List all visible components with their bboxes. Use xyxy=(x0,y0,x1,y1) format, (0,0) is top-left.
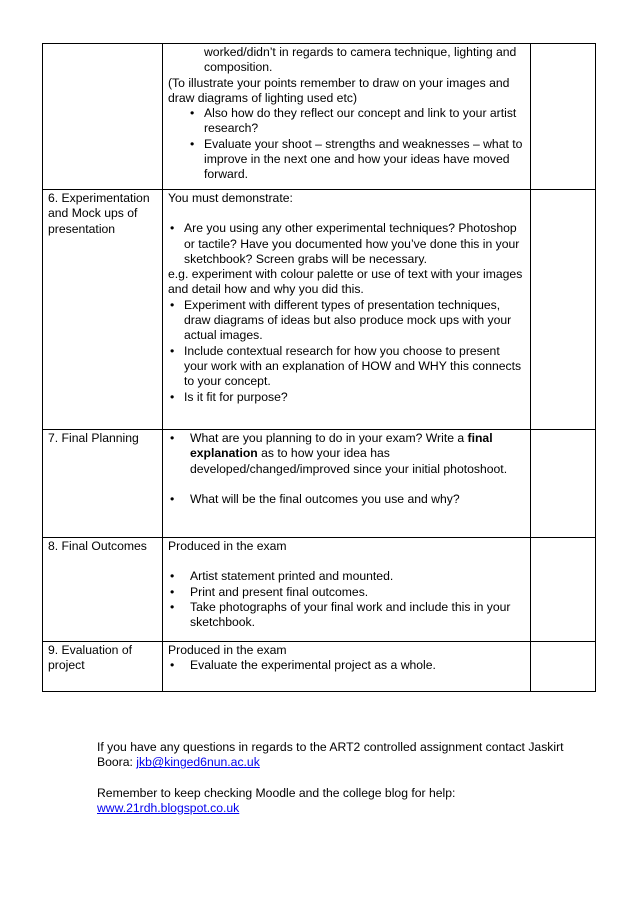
table-row xyxy=(43,430,596,538)
bullet-icon: • xyxy=(170,658,175,673)
bullet-icon: • xyxy=(170,431,175,445)
blog-link[interactable]: www.21rdh.blogspot.co.uk xyxy=(97,800,240,815)
blank-cell xyxy=(531,430,596,538)
description-cell xyxy=(163,642,531,692)
assignment-table xyxy=(42,43,596,692)
bullet-icon: • xyxy=(190,106,195,121)
bullet-list xyxy=(168,492,526,507)
bullet-list xyxy=(168,569,526,630)
intro-text: Produced in the exam xyxy=(168,539,287,553)
description-cell xyxy=(163,44,531,190)
bullet-icon: • xyxy=(170,297,175,312)
bullet-icon: • xyxy=(170,343,175,358)
intro-text: You must demonstrate: xyxy=(168,191,293,205)
intro-text: Produced in the exam xyxy=(168,643,287,657)
description-cell xyxy=(163,430,531,538)
reminder-text: Remember to keep checking Moodle and the college blog for help: xyxy=(97,785,456,800)
email-link[interactable]: jkb@kinged6nun.ac.uk xyxy=(136,755,260,770)
blank-cell xyxy=(531,538,596,642)
stage-cell: 8. Final Outcomes xyxy=(43,538,163,642)
list-item: • Print and present final outcomes. xyxy=(170,584,369,599)
example-text: e.g. experiment with colour palette or use of text with your images and detail how and why you did this. xyxy=(168,267,523,297)
list-item: • Evaluate the experimental project as a whole. xyxy=(170,658,436,673)
contact-paragraph: If you have any questions in regards to the ART2 controlled assignment contact Jaskirt Boora: jkb@kinged6nun.ac.uk xyxy=(97,740,564,770)
table-row xyxy=(43,642,596,692)
bullet-list xyxy=(168,658,526,673)
bullet-icon: • xyxy=(170,569,175,584)
blog-paragraph xyxy=(97,801,577,816)
list-item: • What will be the final outcomes you use and why? xyxy=(170,491,460,506)
list-item: • Are you using any other experimental techniques? Photoshop or tactile? Have you documented how you’ve done this in your sketchbook? Screen grabs will be necessary. xyxy=(170,221,520,266)
list-item: • Is it fit for purpose? xyxy=(170,389,288,404)
list-item: • Take photographs of your final work and include this in your sketchbook. xyxy=(170,599,511,630)
table-row xyxy=(43,44,596,190)
bullet-list xyxy=(168,221,526,267)
bullet-icon: • xyxy=(170,491,175,506)
blank-cell xyxy=(531,190,596,430)
description-cell xyxy=(163,190,531,430)
bullet-list xyxy=(168,106,526,182)
stage-cell: 9. Evaluation of project xyxy=(43,642,163,692)
blank-cell xyxy=(531,642,596,692)
blank-cell xyxy=(531,44,596,190)
bullet-icon: • xyxy=(170,584,175,599)
list-item: • Evaluate your shoot – strengths and weaknesses – what to improve in the next one and how your ideas have moved forward. xyxy=(190,136,523,182)
bullet-icon: • xyxy=(190,136,195,151)
description-cell xyxy=(163,538,531,642)
stage-cell: 6. Experimentation and Mock ups of presentation xyxy=(43,190,163,430)
bullet-list xyxy=(168,431,526,477)
bullet-icon: • xyxy=(170,599,175,614)
bullet-icon: • xyxy=(170,389,175,404)
list-item: • What are you planning to do in your exam? Write a final explanation as to how your idea has developed/changed/improved since your initial photoshoot. xyxy=(170,431,508,476)
table-row xyxy=(43,538,596,642)
table-row xyxy=(43,190,596,430)
list-item: • Artist statement printed and mounted. xyxy=(170,569,394,584)
stage-cell: 7. Final Planning xyxy=(43,430,163,538)
footer xyxy=(97,740,577,816)
list-item: • Also how do they reflect our concept and link to your artist research? xyxy=(190,106,517,136)
stage-cell xyxy=(43,44,163,190)
list-item: • Include contextual research for how you choose to present your work with an explanation of HOW and WHY this connects to your concept. xyxy=(170,343,522,389)
list-item: • Experiment with different types of presentation techniques, draw diagrams of ideas but also produce mock ups with your actual images. xyxy=(170,297,512,343)
note-text: (To illustrate your points remember to draw on your images and draw diagrams of lighting used etc) xyxy=(168,75,510,105)
bullet-icon: • xyxy=(170,221,175,236)
continued-text: worked/didn’t in regards to camera technique, lighting and composition. xyxy=(204,45,517,75)
bullet-list xyxy=(168,298,526,405)
